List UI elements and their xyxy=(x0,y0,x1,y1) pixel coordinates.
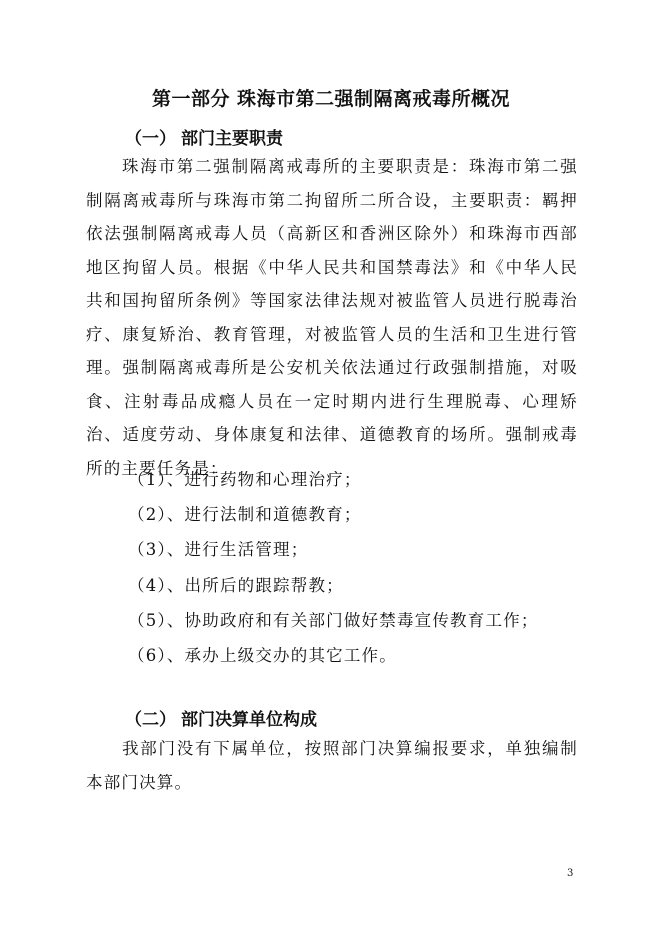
section-label: 部门决算单位构成 xyxy=(181,710,317,730)
list-item: （5）、协助政府和有关部门做好禁毒宣传教育工作； xyxy=(128,610,539,630)
list-item: （2）、进行法制和道德教育； xyxy=(128,505,362,525)
section-heading-units xyxy=(125,705,317,730)
list-item: （6）、承办上级交办的其它工作。 xyxy=(128,645,397,665)
section-label: 部门主要职责 xyxy=(181,129,283,149)
duties-paragraph: 珠海市第二强制隔离戒毒所的主要职责是：珠海市第二强制隔离戒毒所与珠海市第二拘留所二所合设，主要职责：羁押依法强制隔离戒毒人员（高新区和香洲区除外）和珠海市西部地区拘留人员。根据《中华人民共和国禁毒法》和《中华人民共和国拘留所条例》等国家法律法规对被监管人员进行脱毒治疗、康复矫治、教育管理，对被监管人员的生活和卫生进行管理。强制隔离戒毒所是公安机关依法通过行政强制措施，对吸食、注射毒品成瘾人员在一定时期内进行生理脱毒、心理矫治、适度劳动、身体康复和法律、道德教育的场所。强制戒毒所的主要任务是： xyxy=(86,157,578,478)
page-number: 3 xyxy=(567,868,574,879)
section-number: （二） xyxy=(125,710,176,730)
section-number: （一） xyxy=(125,129,176,149)
section-heading-duties xyxy=(125,124,283,149)
list-item: （4）、出所后的跟踪帮教； xyxy=(128,575,344,595)
tasks-list xyxy=(128,462,539,673)
list-item: （3）、进行生活管理； xyxy=(128,540,309,560)
units-paragraph: 我部门没有下属单位，按照部门决算编报要求，单独编制本部门决算。 xyxy=(86,739,578,792)
list-item: （1）、进行药物和心理治疗； xyxy=(128,470,362,489)
page-title: 第一部分 珠海市第二强制隔离戒毒所概况 xyxy=(151,88,511,110)
